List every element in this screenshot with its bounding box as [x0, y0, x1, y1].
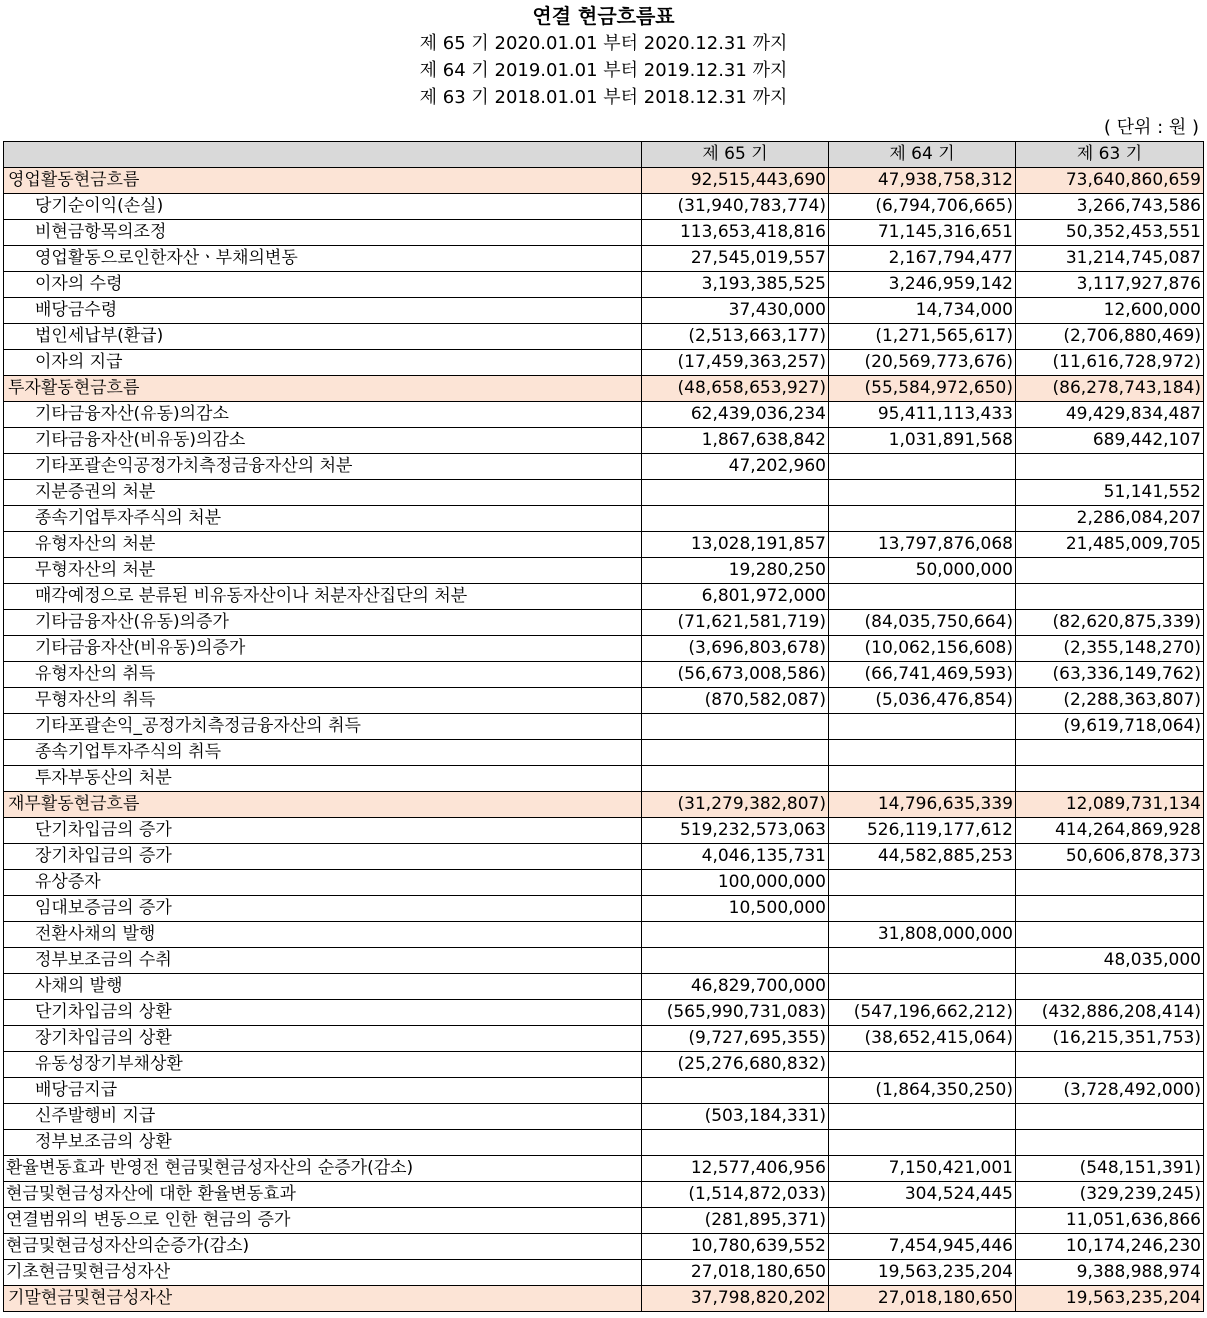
- statement-title: 연결 현금흐름표: [532, 4, 675, 28]
- value-period-64: 95,411,113,433: [829, 402, 1016, 428]
- row-label: 기초현금및현금성자산: [4, 1260, 642, 1286]
- table-row: [4, 1260, 1204, 1286]
- table-row: [4, 1052, 1204, 1078]
- value-period-63: (63,336,149,762): [1016, 662, 1204, 688]
- value-period-63: 3,266,743,586: [1016, 194, 1204, 220]
- value-period-64: 3,246,959,142: [829, 272, 1016, 298]
- value-period-65: [642, 948, 829, 974]
- row-label: 기말현금및현금성자산: [4, 1286, 642, 1312]
- value-period-65: 113,653,418,816: [642, 220, 829, 246]
- value-period-64: [829, 1208, 1016, 1234]
- value-period-64: [829, 870, 1016, 896]
- value-period-65: [642, 480, 829, 506]
- row-label: 유동성장기부채상환: [4, 1052, 642, 1078]
- value-period-64: 50,000,000: [829, 558, 1016, 584]
- row-label: 유형자산의 처분: [4, 532, 642, 558]
- row-label: 기타금융자산(유동)의감소: [4, 402, 642, 428]
- value-period-65: 10,780,639,552: [642, 1234, 829, 1260]
- table-row: [4, 844, 1204, 870]
- value-period-65: [642, 714, 829, 740]
- value-period-65: [642, 922, 829, 948]
- value-period-63: (11,616,728,972): [1016, 350, 1204, 376]
- value-period-64: (55,584,972,650): [829, 376, 1016, 402]
- value-period-65: (281,895,371): [642, 1208, 829, 1234]
- value-period-63: (2,288,363,807): [1016, 688, 1204, 714]
- table-row: [4, 896, 1204, 922]
- value-period-63: 10,174,246,230: [1016, 1234, 1204, 1260]
- table-row: [4, 870, 1204, 896]
- row-label: 비현금항목의조정: [4, 220, 642, 246]
- value-period-63: 21,485,009,705: [1016, 532, 1204, 558]
- value-period-63: (86,278,743,184): [1016, 376, 1204, 402]
- unit-label: ( 단위 : 원 ): [1103, 117, 1199, 138]
- value-period-65: [642, 740, 829, 766]
- value-period-65: 27,545,019,557: [642, 246, 829, 272]
- value-period-63: (9,619,718,064): [1016, 714, 1204, 740]
- row-label: 종속기업투자주식의 처분: [4, 506, 642, 532]
- row-label: 전환사채의 발행: [4, 922, 642, 948]
- table-row: [4, 246, 1204, 272]
- value-period-63: [1016, 1130, 1204, 1156]
- period-line-64: 제 64 기 2019.01.01 부터 2019.12.31 까지: [419, 60, 788, 81]
- row-label: 정부보조금의 상환: [4, 1130, 642, 1156]
- table-row: [4, 376, 1204, 402]
- value-period-63: 49,429,834,487: [1016, 402, 1204, 428]
- table-row: [4, 662, 1204, 688]
- row-label: 당기순이익(손실): [4, 194, 642, 220]
- value-period-64: [829, 1104, 1016, 1130]
- value-period-65: 37,798,820,202: [642, 1286, 829, 1312]
- value-period-65: [642, 1130, 829, 1156]
- value-period-63: [1016, 896, 1204, 922]
- table-row: [4, 1130, 1204, 1156]
- table-body: [4, 168, 1204, 1312]
- value-period-65: 19,280,250: [642, 558, 829, 584]
- value-period-63: 73,640,860,659: [1016, 168, 1204, 194]
- table-row: [4, 480, 1204, 506]
- value-period-64: (1,864,350,250): [829, 1078, 1016, 1104]
- value-period-63: 12,600,000: [1016, 298, 1204, 324]
- value-period-65: 1,867,638,842: [642, 428, 829, 454]
- value-period-65: (71,621,581,719): [642, 610, 829, 636]
- value-period-64: [829, 740, 1016, 766]
- value-period-65: (9,727,695,355): [642, 1026, 829, 1052]
- table-row: [4, 974, 1204, 1000]
- value-period-64: (10,062,156,608): [829, 636, 1016, 662]
- row-label: 법인세납부(환급): [4, 324, 642, 350]
- value-period-64: (84,035,750,664): [829, 610, 1016, 636]
- row-label: 장기차입금의 증가: [4, 844, 642, 870]
- table-row: [4, 428, 1204, 454]
- value-period-64: 47,938,758,312: [829, 168, 1016, 194]
- value-period-63: [1016, 558, 1204, 584]
- value-period-64: 304,524,445: [829, 1182, 1016, 1208]
- table-row: [4, 922, 1204, 948]
- row-label: 기타금융자산(유동)의증가: [4, 610, 642, 636]
- row-label: 종속기업투자주식의 취득: [4, 740, 642, 766]
- table-row: [4, 220, 1204, 246]
- table-row: [4, 714, 1204, 740]
- table-row: [4, 454, 1204, 480]
- value-period-65: 37,430,000: [642, 298, 829, 324]
- value-period-65: (3,696,803,678): [642, 636, 829, 662]
- value-period-64: 27,018,180,650: [829, 1286, 1016, 1312]
- row-label: 유상증자: [4, 870, 642, 896]
- table-row: [4, 740, 1204, 766]
- value-period-65: (31,940,783,774): [642, 194, 829, 220]
- row-label: 매각예정으로 분류된 비유동자산이나 처분자산집단의 처분: [4, 584, 642, 610]
- table-row: [4, 636, 1204, 662]
- table-row: [4, 1000, 1204, 1026]
- table-row: [4, 298, 1204, 324]
- table-row: [4, 532, 1204, 558]
- table-row: [4, 558, 1204, 584]
- value-period-63: 11,051,636,866: [1016, 1208, 1204, 1234]
- value-period-63: [1016, 974, 1204, 1000]
- value-period-64: 2,167,794,477: [829, 246, 1016, 272]
- value-period-63: [1016, 584, 1204, 610]
- table-row: [4, 584, 1204, 610]
- value-period-63: (329,239,245): [1016, 1182, 1204, 1208]
- value-period-63: [1016, 766, 1204, 792]
- value-period-65: 100,000,000: [642, 870, 829, 896]
- table-row: [4, 402, 1204, 428]
- value-period-63: (82,620,875,339): [1016, 610, 1204, 636]
- table-row: [4, 194, 1204, 220]
- value-period-64: [829, 506, 1016, 532]
- value-period-65: (1,514,872,033): [642, 1182, 829, 1208]
- header-period-64: 제 64 기: [829, 142, 1016, 168]
- row-label: 기타금융자산(비유동)의감소: [4, 428, 642, 454]
- value-period-65: 92,515,443,690: [642, 168, 829, 194]
- value-period-63: 31,214,745,087: [1016, 246, 1204, 272]
- table-row: [4, 1234, 1204, 1260]
- value-period-63: 19,563,235,204: [1016, 1286, 1204, 1312]
- value-period-65: 4,046,135,731: [642, 844, 829, 870]
- row-label: 이자의 지급: [4, 350, 642, 376]
- row-label: 영업활동현금흐름: [4, 168, 642, 194]
- table-row: [4, 1104, 1204, 1130]
- value-period-65: [642, 766, 829, 792]
- value-period-64: 7,150,421,001: [829, 1156, 1016, 1182]
- value-period-65: 13,028,191,857: [642, 532, 829, 558]
- row-label: 단기차입금의 증가: [4, 818, 642, 844]
- value-period-64: 14,796,635,339: [829, 792, 1016, 818]
- row-label: 유형자산의 취득: [4, 662, 642, 688]
- row-label: 무형자산의 처분: [4, 558, 642, 584]
- value-period-64: 71,145,316,651: [829, 220, 1016, 246]
- value-period-64: 14,734,000: [829, 298, 1016, 324]
- value-period-65: [642, 1078, 829, 1104]
- cash-flow-table: [3, 141, 1204, 1312]
- value-period-63: (548,151,391): [1016, 1156, 1204, 1182]
- value-period-64: [829, 454, 1016, 480]
- value-period-63: 414,264,869,928: [1016, 818, 1204, 844]
- value-period-63: 50,352,453,551: [1016, 220, 1204, 246]
- value-period-64: [829, 1052, 1016, 1078]
- row-label: 지분증권의 처분: [4, 480, 642, 506]
- table-header-row: [4, 142, 1204, 168]
- row-label: 배당금지급: [4, 1078, 642, 1104]
- value-period-63: [1016, 870, 1204, 896]
- value-period-64: (38,652,415,064): [829, 1026, 1016, 1052]
- value-period-64: 526,119,177,612: [829, 818, 1016, 844]
- value-period-64: (1,271,565,617): [829, 324, 1016, 350]
- table-row: [4, 948, 1204, 974]
- value-period-63: 2,286,084,207: [1016, 506, 1204, 532]
- value-period-65: (17,459,363,257): [642, 350, 829, 376]
- table-row: [4, 688, 1204, 714]
- value-period-65: 10,500,000: [642, 896, 829, 922]
- value-period-64: [829, 766, 1016, 792]
- header-period-65: 제 65 기: [642, 142, 829, 168]
- value-period-64: [829, 1130, 1016, 1156]
- value-period-63: 3,117,927,876: [1016, 272, 1204, 298]
- value-period-64: (66,741,469,593): [829, 662, 1016, 688]
- value-period-63: (3,728,492,000): [1016, 1078, 1204, 1104]
- row-label: 현금및현금성자산의순증가(감소): [4, 1234, 642, 1260]
- row-label: 현금및현금성자산에 대한 환율변동효과: [4, 1182, 642, 1208]
- row-label: 재무활동현금흐름: [4, 792, 642, 818]
- table-row: [4, 610, 1204, 636]
- table-row: [4, 1078, 1204, 1104]
- value-period-64: (5,036,476,854): [829, 688, 1016, 714]
- row-label: 기타포괄손익공정가치측정금융자산의 처분: [4, 454, 642, 480]
- value-period-65: (503,184,331): [642, 1104, 829, 1130]
- row-label: 무형자산의 취득: [4, 688, 642, 714]
- table-row: [4, 818, 1204, 844]
- value-period-64: [829, 480, 1016, 506]
- table-row: [4, 1026, 1204, 1052]
- value-period-63: [1016, 454, 1204, 480]
- table-row: [4, 1286, 1204, 1312]
- value-period-64: 1,031,891,568: [829, 428, 1016, 454]
- row-label: 기타금융자산(비유동)의증가: [4, 636, 642, 662]
- row-label: 정부보조금의 수취: [4, 948, 642, 974]
- row-label: 환율변동효과 반영전 현금및현금성자산의 순증가(감소): [4, 1156, 642, 1182]
- value-period-64: [829, 948, 1016, 974]
- value-period-63: (2,706,880,469): [1016, 324, 1204, 350]
- value-period-63: 689,442,107: [1016, 428, 1204, 454]
- value-period-65: 12,577,406,956: [642, 1156, 829, 1182]
- value-period-64: [829, 584, 1016, 610]
- value-period-63: [1016, 1052, 1204, 1078]
- value-period-64: 13,797,876,068: [829, 532, 1016, 558]
- row-label: 영업활동으로인한자산ㆍ부채의변동: [4, 246, 642, 272]
- table-row: [4, 168, 1204, 194]
- value-period-65: (565,990,731,083): [642, 1000, 829, 1026]
- row-label: 단기차입금의 상환: [4, 1000, 642, 1026]
- table-row: [4, 1208, 1204, 1234]
- row-label: 투자활동현금흐름: [4, 376, 642, 402]
- row-label: 기타포괄손익_공정가치측정금융자산의 취득: [4, 714, 642, 740]
- value-period-65: (31,279,382,807): [642, 792, 829, 818]
- row-label: 사채의 발행: [4, 974, 642, 1000]
- value-period-63: 48,035,000: [1016, 948, 1204, 974]
- value-period-65: 46,829,700,000: [642, 974, 829, 1000]
- value-period-65: 62,439,036,234: [642, 402, 829, 428]
- table-row: [4, 1156, 1204, 1182]
- value-period-63: (432,886,208,414): [1016, 1000, 1204, 1026]
- row-label: 신주발행비 지급: [4, 1104, 642, 1130]
- row-label: 임대보증금의 증가: [4, 896, 642, 922]
- table-row: [4, 766, 1204, 792]
- value-period-63: [1016, 740, 1204, 766]
- value-period-64: [829, 896, 1016, 922]
- value-period-63: (2,355,148,270): [1016, 636, 1204, 662]
- header-period-63: 제 63 기: [1016, 142, 1204, 168]
- value-period-65: (48,658,653,927): [642, 376, 829, 402]
- value-period-65: (25,276,680,832): [642, 1052, 829, 1078]
- value-period-63: [1016, 1104, 1204, 1130]
- period-line-63: 제 63 기 2018.01.01 부터 2018.12.31 까지: [419, 87, 788, 108]
- table-row: [4, 1182, 1204, 1208]
- table-row: [4, 350, 1204, 376]
- value-period-64: [829, 974, 1016, 1000]
- value-period-63: 51,141,552: [1016, 480, 1204, 506]
- value-period-64: (20,569,773,676): [829, 350, 1016, 376]
- value-period-65: 3,193,385,525: [642, 272, 829, 298]
- value-period-64: 31,808,000,000: [829, 922, 1016, 948]
- value-period-63: [1016, 922, 1204, 948]
- row-label: 연결범위의 변동으로 인한 현금의 증가: [4, 1208, 642, 1234]
- value-period-65: [642, 506, 829, 532]
- value-period-63: 12,089,731,134: [1016, 792, 1204, 818]
- table-row: [4, 272, 1204, 298]
- value-period-65: (870,582,087): [642, 688, 829, 714]
- row-label: 배당금수령: [4, 298, 642, 324]
- value-period-63: (16,215,351,753): [1016, 1026, 1204, 1052]
- value-period-64: 19,563,235,204: [829, 1260, 1016, 1286]
- table-row: [4, 324, 1204, 350]
- value-period-64: 7,454,945,446: [829, 1234, 1016, 1260]
- value-period-64: (547,196,662,212): [829, 1000, 1016, 1026]
- period-line-65: 제 65 기 2020.01.01 부터 2020.12.31 까지: [419, 33, 788, 54]
- value-period-64: (6,794,706,665): [829, 194, 1016, 220]
- table-row: [4, 506, 1204, 532]
- value-period-65: 47,202,960: [642, 454, 829, 480]
- row-label: 이자의 수령: [4, 272, 642, 298]
- value-period-65: (56,673,008,586): [642, 662, 829, 688]
- table-row: [4, 792, 1204, 818]
- header-label-cell: [4, 142, 642, 168]
- row-label: 장기차입금의 상환: [4, 1026, 642, 1052]
- row-label: 투자부동산의 처분: [4, 766, 642, 792]
- value-period-65: 6,801,972,000: [642, 584, 829, 610]
- value-period-65: 519,232,573,063: [642, 818, 829, 844]
- value-period-64: [829, 714, 1016, 740]
- value-period-64: 44,582,885,253: [829, 844, 1016, 870]
- value-period-63: 9,388,988,974: [1016, 1260, 1204, 1286]
- value-period-63: 50,606,878,373: [1016, 844, 1204, 870]
- value-period-65: 27,018,180,650: [642, 1260, 829, 1286]
- value-period-65: (2,513,663,177): [642, 324, 829, 350]
